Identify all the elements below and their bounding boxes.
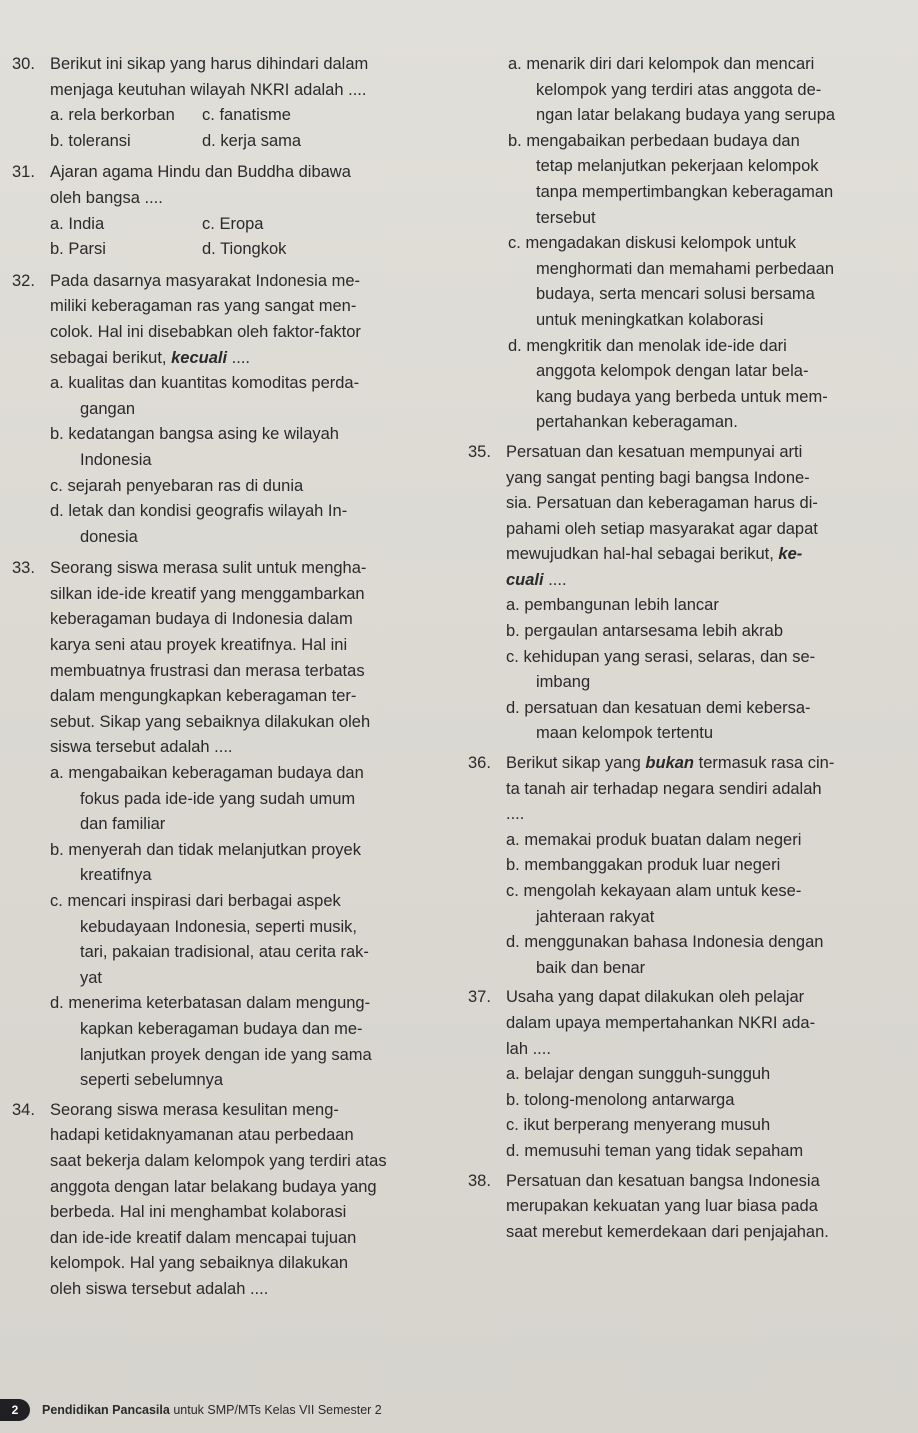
question-stem-line: dan ide-ide kreatif dalam mencapai tujuan: [50, 1228, 357, 1247]
option-c[interactable]: c. sejarah penyebaran ras di dunia: [50, 476, 304, 495]
question-stem-line: merupakan kekuatan yang luar biasa pada: [506, 1197, 818, 1216]
option-b-continued: tetap melanjutkan pekerjaan kelompok: [536, 157, 819, 176]
question-stem-line: berbeda. Hal ini menghambat kolaborasi: [50, 1203, 347, 1222]
question-stem-line: menjaga keutuhan wilayah NKRI adalah ....: [50, 80, 367, 99]
question-37: [468, 985, 908, 1164]
question-34: [12, 1098, 432, 1303]
option-a[interactable]: a. memakai produk buatan dalam negeri: [506, 830, 802, 849]
question-stem-line: Usaha yang dapat dilakukan oleh pelajar: [506, 988, 805, 1007]
option-a-continued: ngan latar belakang budaya yang serupa: [536, 106, 836, 125]
option-c[interactable]: c. mengadakan diskusi kelompok untuk: [508, 234, 797, 253]
question-stem-line: oleh bangsa ....: [50, 188, 163, 207]
option-d[interactable]: d. letak dan kondisi geografis wilayah In-: [50, 502, 348, 521]
question-stem-line: saat merebut kemerdekaan dari penjajahan.: [506, 1222, 829, 1241]
right-column: [468, 52, 908, 1245]
option-c-continued: kebudayaan Indonesia, seperti musik,: [80, 917, 358, 936]
option-d-continued: baik dan benar: [536, 958, 646, 977]
question-stem-line: Persatuan dan kesatuan bangsa Indonesia: [506, 1171, 820, 1190]
option-d[interactable]: d. memusuhi teman yang tidak sepaham: [506, 1141, 804, 1160]
question-number: 38.: [468, 1171, 491, 1190]
question-stem-line: dalam upaya mempertahankan NKRI ada-: [506, 1013, 816, 1032]
book-title: Pendidikan Pancasila untuk SMP/MTs Kelas VII Semester 2: [42, 1403, 382, 1417]
question-number: 34.: [12, 1100, 35, 1119]
option-c[interactable]: c. ikut berperang menyerang musuh: [506, 1116, 771, 1135]
option-c[interactable]: c. mencari inspirasi dari berbagai aspek: [50, 892, 341, 910]
question-31: [12, 160, 432, 262]
option-a[interactable]: a. menarik diri dari kelompok dan mencari: [508, 55, 815, 73]
question-stem-line: ....: [506, 805, 525, 824]
question-number: 30.: [12, 55, 35, 73]
question-stem-line: dalam mengungkapkan keberagaman ter-: [50, 687, 357, 706]
question-number: 32.: [12, 271, 35, 290]
question-stem-line: kelompok. Hal yang sebaiknya dilakukan: [50, 1254, 349, 1273]
question-stem-line: miliki keberagaman ras yang sangat men-: [50, 297, 357, 316]
option-b-continued: tanpa mempertimbangkan keberagaman: [536, 182, 834, 201]
option-a[interactable]: a. kualitas dan kuantitas komoditas perda-: [50, 374, 360, 393]
option-c[interactable]: c. Eropa: [202, 214, 264, 233]
option-a-continued: fokus pada ide-ide yang sudah umum: [80, 789, 356, 808]
option-d[interactable]: d. persatuan dan kesatuan demi kebersa-: [506, 698, 811, 717]
page-footer: [0, 1395, 918, 1425]
option-c-continued: menghormati dan memahami perbedaan: [536, 259, 835, 278]
option-c[interactable]: c. mengolah kekayaan alam untuk kese-: [506, 882, 802, 900]
question-number: 35.: [468, 442, 491, 461]
option-c-continued: untuk meningkatkan kolaborasi: [536, 310, 764, 329]
page-number: 2: [0, 1399, 30, 1421]
question-stem-line: sebut. Sikap yang sebaiknya dilakukan oleh: [50, 712, 371, 731]
option-b-continued: kreatifnya: [80, 866, 152, 885]
question-33: [12, 556, 432, 1093]
option-d-continued: kapkan keberagaman budaya dan me-: [80, 1019, 363, 1038]
option-c[interactable]: c. kehidupan yang serasi, selaras, dan se-: [506, 647, 816, 666]
question-stem-line: keberagaman budaya di Indonesia dalam: [50, 610, 353, 629]
emphasis-kecuali: kecuali: [171, 348, 228, 367]
question-stem-line: yang sangat penting bagi bangsa Indone-: [506, 468, 810, 487]
question-stem-line: colok. Hal ini disebabkan oleh faktor-faktor: [50, 322, 361, 341]
option-c-continued: tari, pakaian tradisional, atau cerita rak-: [80, 943, 369, 962]
option-b[interactable]: b. pergaulan antarsesama lebih akrab: [506, 622, 784, 641]
left-column: [12, 52, 432, 1303]
option-d[interactable]: d. Tiongkok: [202, 240, 287, 259]
option-b[interactable]: b. toleransi: [50, 131, 131, 150]
option-a[interactable]: a. belajar dengan sungguh-sungguh: [506, 1065, 771, 1084]
question-number: 36.: [468, 754, 491, 773]
option-a[interactable]: a. mengabaikan keberagaman budaya dan: [50, 764, 364, 783]
question-stem-line: Berikut ini sikap yang harus dihindari dalam: [50, 55, 369, 73]
question-stem-line: lah ....: [506, 1039, 551, 1058]
question-34-options: [468, 52, 908, 436]
question-stem-line: karya seni atau proyek kreatifnya. Hal ini: [50, 636, 348, 655]
question-stem-line: hadapi ketidaknyamanan atau perbedaan: [50, 1126, 354, 1145]
question-36: 36. Berikut sikap yang bukan termasuk rasa cin- ta tanah air terhadap negara sendiri adalah .... a. memakai produk buatan dalam negeri b. membanggakan produk luar negeri c. mengolah kekayaan alam untuk kese- jahteraan rakyat d. menggunakan bahasa Indonesia dengan baik dan benar: [468, 751, 908, 981]
question-stem-line: sia. Persatuan dan keberagaman harus di-: [506, 494, 818, 513]
question-stem-line: siswa tersebut adalah ....: [50, 738, 233, 757]
option-d[interactable]: d. kerja sama: [202, 131, 302, 150]
question-35: [468, 440, 908, 747]
option-b[interactable]: b. kedatangan bangsa asing ke wilayah: [50, 425, 339, 444]
option-d-continued: donesia: [80, 527, 138, 546]
option-d-continued: pertahankan keberagaman.: [536, 413, 738, 432]
question-stem-line: membuatnya frustrasi dan merasa terbatas: [50, 661, 365, 680]
option-b[interactable]: b. mengabaikan perbedaan budaya dan: [508, 131, 800, 150]
option-b[interactable]: b. menyerah dan tidak melanjutkan proyek: [50, 840, 361, 859]
question-38: [468, 1169, 908, 1246]
question-stem-line: Pada dasarnya masyarakat Indonesia me-: [50, 271, 361, 290]
question-stem-line: sebagai berikut, kecuali ....: [50, 348, 250, 367]
option-a[interactable]: a. rela berkorban: [50, 106, 175, 125]
option-c-continued: jahteraan rakyat: [536, 907, 655, 926]
question-32: [12, 269, 432, 551]
option-b[interactable]: b. membanggakan produk luar negeri: [506, 856, 781, 875]
option-d-continued: lanjutkan proyek dengan ide yang sama: [80, 1045, 372, 1064]
question-stem-line: ta tanah air terhadap negara sendiri adalah: [506, 779, 822, 798]
question-stem-line: cuali ....: [506, 570, 567, 589]
question-stem-line: mewujudkan hal-hal sebagai berikut, ke-: [506, 545, 803, 564]
emphasis-bukan: bukan: [645, 754, 695, 773]
question-stem-line: Persatuan dan kesatuan mempunyai arti: [506, 442, 803, 461]
option-d[interactable]: d. menggunakan bahasa Indonesia dengan: [506, 933, 824, 952]
option-d[interactable]: d. mengkritik dan menolak ide-ide dari: [508, 336, 787, 355]
option-a-continued: kelompok yang terdiri atas anggota de-: [536, 80, 822, 99]
question-number: 31.: [12, 163, 35, 182]
question-stem-line: saat bekerja dalam kelompok yang terdiri atas: [50, 1151, 387, 1170]
option-b-continued: tersebut: [536, 208, 596, 227]
option-c-continued: imbang: [536, 673, 591, 692]
option-d-continued: maan kelompok tertentu: [536, 724, 714, 743]
question-stem-line: Seorang siswa merasa sulit untuk mengha-: [50, 559, 367, 578]
option-b-continued: Indonesia: [80, 450, 152, 469]
option-d[interactable]: d. menerima keterbatasan dalam mengung-: [50, 994, 371, 1013]
option-c[interactable]: c. fanatisme: [202, 106, 291, 125]
option-d-continued: anggota kelompok dengan latar bela-: [536, 362, 809, 381]
question-stem-line: anggota dengan latar belakang budaya yang: [50, 1177, 377, 1196]
option-c-continued: yat: [80, 968, 103, 987]
question-30: [12, 52, 432, 154]
option-d-continued: kang budaya yang berbeda untuk mem-: [536, 387, 828, 406]
option-b[interactable]: b. Parsi: [50, 240, 106, 259]
question-number: 33.: [12, 559, 35, 578]
emphasis-kecuali: ke-: [778, 545, 803, 564]
question-number: 37.: [468, 988, 491, 1007]
option-b[interactable]: b. tolong-menolong antarwarga: [506, 1090, 735, 1109]
question-stem-line: pahami oleh setiap masyarakat agar dapat: [506, 519, 818, 538]
option-a-continued: gangan: [80, 399, 136, 418]
option-a[interactable]: a. pembangunan lebih lancar: [506, 596, 719, 615]
option-a-continued: dan familiar: [80, 815, 166, 834]
option-c-continued: budaya, serta mencari solusi bersama: [536, 285, 815, 304]
option-a[interactable]: a. India: [50, 214, 105, 233]
question-stem-line: Seorang siswa merasa kesulitan meng-: [50, 1100, 339, 1119]
option-d-continued: seperti sebelumnya: [80, 1071, 224, 1090]
question-stem-line: silkan ide-ide kreatif yang menggambarkan: [50, 584, 365, 603]
question-stem-line: Ajaran agama Hindu dan Buddha dibawa: [50, 163, 351, 182]
question-stem-line: oleh siswa tersebut adalah ....: [50, 1279, 269, 1298]
